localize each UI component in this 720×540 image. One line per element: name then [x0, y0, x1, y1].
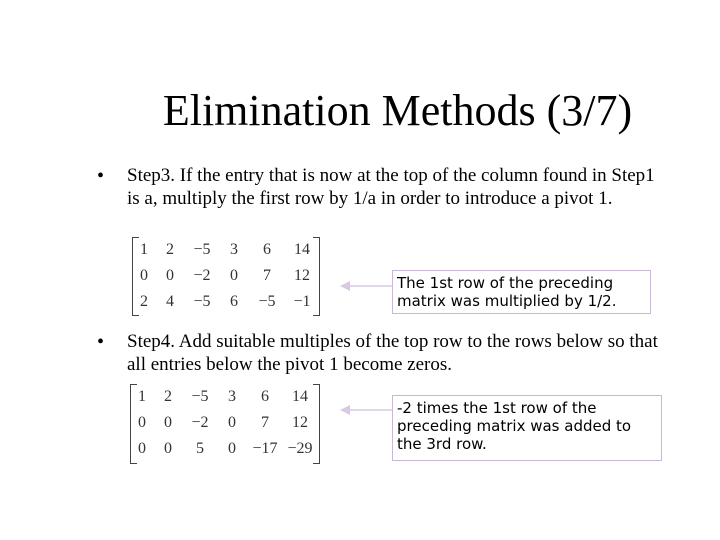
matrix-cell: 3	[228, 388, 236, 405]
matrix-cell: 0	[138, 414, 146, 431]
matrix-row	[133, 263, 319, 289]
matrix-step4-table	[131, 384, 317, 462]
matrix-cell: 2	[164, 388, 172, 405]
matrix-cell: 12	[294, 267, 310, 284]
matrix-cell: 7	[263, 267, 271, 284]
matrix-cell: 2	[140, 293, 148, 310]
matrix-cell: 6	[230, 293, 238, 310]
matrix-cell: 0	[164, 414, 172, 431]
matrix-cell: 4	[166, 293, 174, 310]
matrix-cell: 0	[164, 440, 172, 457]
matrix-cell: 0	[228, 440, 236, 457]
slide-title: Elimination Methods (3/7)	[162, 86, 633, 135]
matrix-cell: −17	[252, 440, 278, 457]
matrix-cell: 6	[263, 241, 271, 258]
matrix-row	[133, 237, 319, 263]
matrix-cell: −29	[287, 440, 313, 457]
matrix-cell: −2	[191, 414, 209, 431]
step3-text: Step3. If the entry that is now at the top of the column found in Step1 is a, multiply the first row by 1/a in order to introduce a pivot 1.	[127, 165, 655, 209]
arrow-icon	[340, 401, 396, 419]
step3-annotation: The 1st row of the preceding matrix was multiplied by 1/2.	[392, 270, 651, 314]
matrix-cell: 14	[292, 388, 308, 405]
matrix-cell: 5	[196, 440, 204, 457]
bullet-step3: •	[97, 165, 105, 187]
matrix-cell: 7	[261, 414, 269, 431]
matrix-cell: −1	[293, 293, 311, 310]
bullet-step4: •	[97, 331, 105, 353]
matrix-step3-table	[133, 237, 319, 315]
matrix-cell: 3	[230, 241, 238, 258]
matrix-cell: 0	[166, 267, 174, 284]
matrix-row	[131, 410, 317, 436]
matrix-cell: −5	[191, 388, 209, 405]
matrix-cell: 2	[166, 241, 174, 258]
matrix-cell: 0	[228, 414, 236, 431]
matrix-cell: −2	[193, 267, 211, 284]
matrix-cell: 12	[292, 414, 308, 431]
step4-text: Step4. Add suitable multiples of the top row to the rows below so that all entries below the pivot 1 become zeros.	[127, 331, 658, 375]
matrix-cell: 14	[294, 241, 310, 258]
matrix-cell: 6	[261, 388, 269, 405]
matrix-cell: −5	[258, 293, 276, 310]
matrix-cell: 1	[138, 388, 146, 405]
matrix-cell: 0	[140, 267, 148, 284]
matrix-cell: 0	[138, 440, 146, 457]
matrix-row	[133, 289, 319, 315]
arrow-icon	[340, 277, 396, 295]
matrix-cell: −5	[193, 241, 211, 258]
matrix-cell: −5	[193, 293, 211, 310]
matrix-row	[131, 436, 317, 462]
step4-annotation: -2 times the 1st row of the preceding matrix was added to the 3rd row.	[392, 395, 662, 461]
matrix-step4	[130, 384, 320, 464]
matrix-row	[131, 384, 317, 410]
matrix-step3	[132, 237, 320, 316]
matrix-cell: 1	[140, 241, 148, 258]
matrix-cell: 0	[230, 267, 238, 284]
